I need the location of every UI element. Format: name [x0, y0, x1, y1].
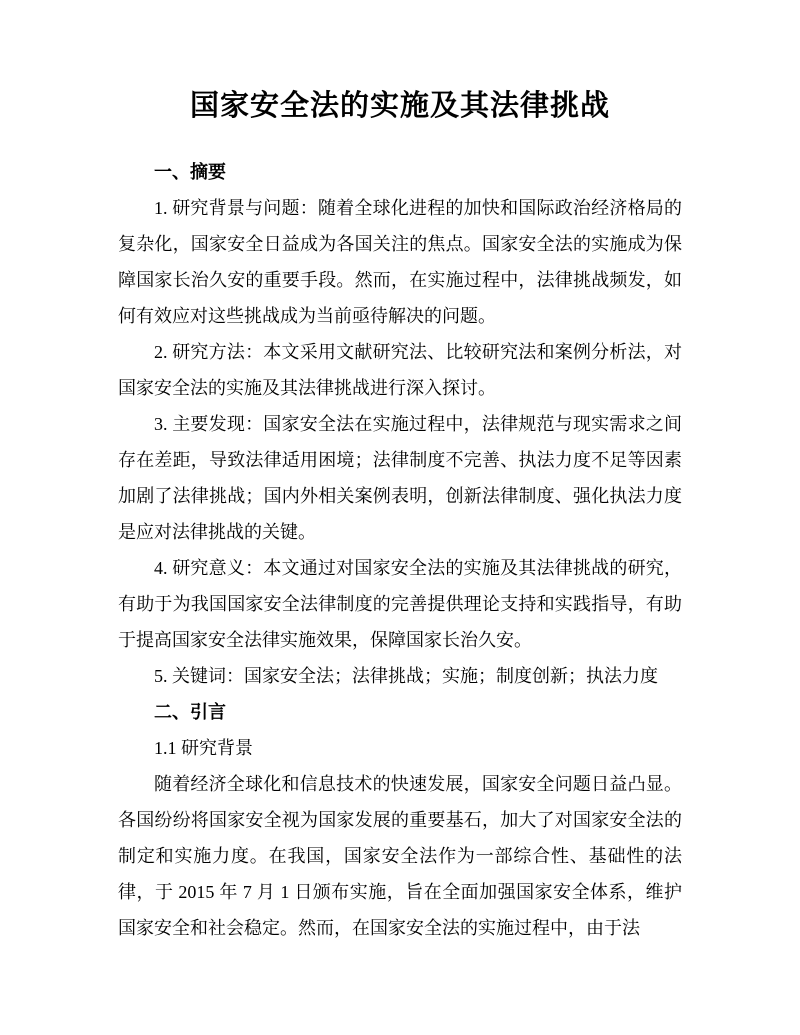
paragraph-research-significance: 4. 研究意义：本文通过对国家安全法的实施及其法律挑战的研究，有助于为我国国家安全法律制度的完善提供理论支持和实践指导，有助于提高国家安全法律实施效果，保障国家长治久安。	[118, 558, 682, 650]
paragraph-keywords: 5. 关键词：国家安全法；法律挑战；实施；制度创新；执法力度	[154, 666, 658, 686]
paragraph-research-methods: 2. 研究方法：本文采用文献研究法、比较研究法和案例分析法，对国家安全法的实施及其法律挑战进行深入探讨。	[118, 342, 682, 398]
paragraph-main-findings: 3. 主要发现：国家安全法在实施过程中，法律规范与现实需求之间存在差距，导致法律适用困境；法律制度不完善、执法力度不足等因素加剧了法律挑战；国内外相关案例表明，创新法律制度、强化执法力度是应对法律挑战的关键。	[118, 414, 682, 542]
subheading-research-background: 1.1 研究背景	[154, 738, 253, 758]
paragraph-background-problem: 1. 研究背景与问题：随着全球化进程的加快和国际政治经济格局的复杂化，国家安全日益成为各国关注的焦点。国家安全法的实施成为保障国家长治久安的重要手段。然而，在实施过程中，法律挑战频发，如何有效应对这些挑战成为当前亟待解决的问题。	[118, 198, 682, 326]
document-content	[118, 84, 682, 946]
paragraph-research-background: 随着经济全球化和信息技术的快速发展，国家安全问题日益凸显。各国纷纷将国家安全视为国家发展的重要基石，加大了对国家安全法的制定和实施力度。在我国，国家安全法作为一部综合性、基础性的法律，于 2015 年 7 月 1 日颁布实施，旨在全面加强国家安全体系，维护国家安全和社会稳定。然而，在国家安全法的实施过程中，由于法	[118, 774, 682, 938]
document-title: 国家安全法的实施及其法律挑战	[189, 90, 610, 122]
heading-introduction: 二、引言	[154, 702, 226, 722]
heading-abstract: 一、摘要	[154, 162, 226, 182]
